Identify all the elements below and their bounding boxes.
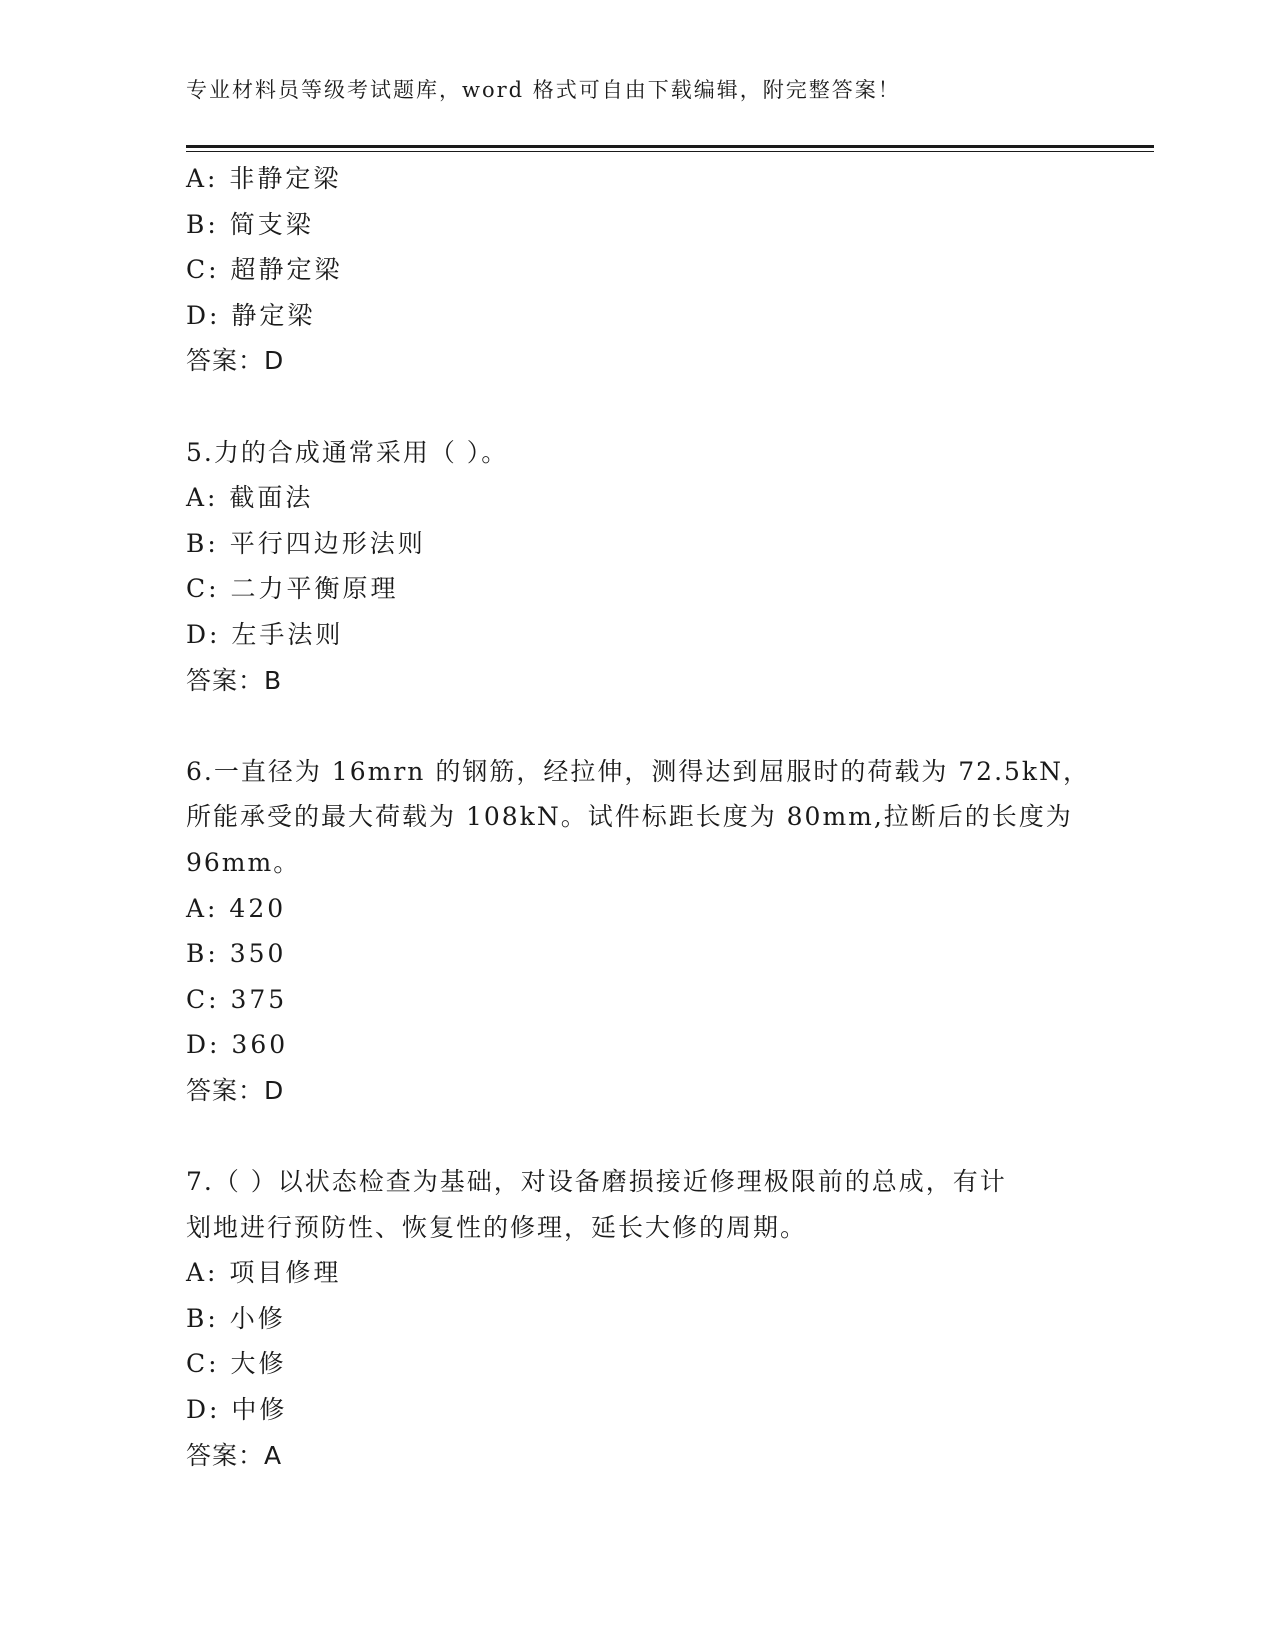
option-b: B: 平行四边形法则 bbox=[186, 528, 426, 558]
question-6 bbox=[186, 749, 1090, 1114]
question-7 bbox=[186, 1159, 1086, 1478]
question-4 bbox=[186, 156, 1086, 384]
header-rule-thick bbox=[186, 145, 1154, 148]
question-stem-line-3: 96mm。 bbox=[186, 847, 301, 877]
question-stem-line-1: 7.（ ）以状态检查为基础，对设备磨损接近修理极限前的总成，有计 bbox=[186, 1167, 1007, 1197]
option-d: D: 中修 bbox=[186, 1395, 288, 1425]
option-c: C: 大修 bbox=[186, 1349, 287, 1379]
header-rule-thin bbox=[186, 151, 1154, 152]
option-c: C: 375 bbox=[186, 984, 288, 1014]
question-content bbox=[186, 156, 1090, 1478]
question-stem-line-2: 所能承受的最大荷载为 108kN。试件标距长度为 80mm,拉断后的长度为 bbox=[186, 802, 1073, 832]
option-d: D: 360 bbox=[186, 1030, 289, 1060]
page-header: 专业材料员等级考试题库，word 格式可自由下载编辑，附完整答案！ bbox=[186, 78, 901, 102]
answer: 答案：B bbox=[186, 665, 283, 695]
option-c: C: 超静定梁 bbox=[186, 255, 343, 285]
option-a: A: 420 bbox=[186, 893, 287, 923]
answer: 答案：D bbox=[186, 346, 285, 376]
option-b: B: 简支梁 bbox=[186, 209, 314, 239]
option-d: D: 左手法则 bbox=[186, 619, 344, 649]
option-c: C: 二力平衡原理 bbox=[186, 574, 399, 604]
spacer bbox=[186, 1113, 1086, 1159]
spacer bbox=[186, 703, 1086, 749]
option-b: B: 350 bbox=[186, 939, 287, 969]
option-a: A: 非静定梁 bbox=[186, 164, 342, 193]
question-5 bbox=[186, 430, 1086, 704]
spacer bbox=[186, 384, 1086, 430]
question-stem-line-1: 6.一直径为 16mrn 的钢筋，经拉伸，测得达到屈服时的荷载为 72.5kN， bbox=[186, 756, 1090, 786]
answer: 答案：D bbox=[186, 1075, 285, 1105]
question-stem: 5.力的合成通常采用（ ）。 bbox=[186, 437, 509, 467]
option-d: D: 静定梁 bbox=[186, 300, 316, 330]
answer: 答案：A bbox=[186, 1440, 283, 1470]
option-a: A: 项目修理 bbox=[186, 1258, 342, 1288]
question-stem-line-2: 划地进行预防性、恢复性的修理，延长大修的周期。 bbox=[186, 1212, 808, 1242]
option-b: B: 小修 bbox=[186, 1303, 286, 1333]
option-a: A: 截面法 bbox=[186, 483, 314, 513]
